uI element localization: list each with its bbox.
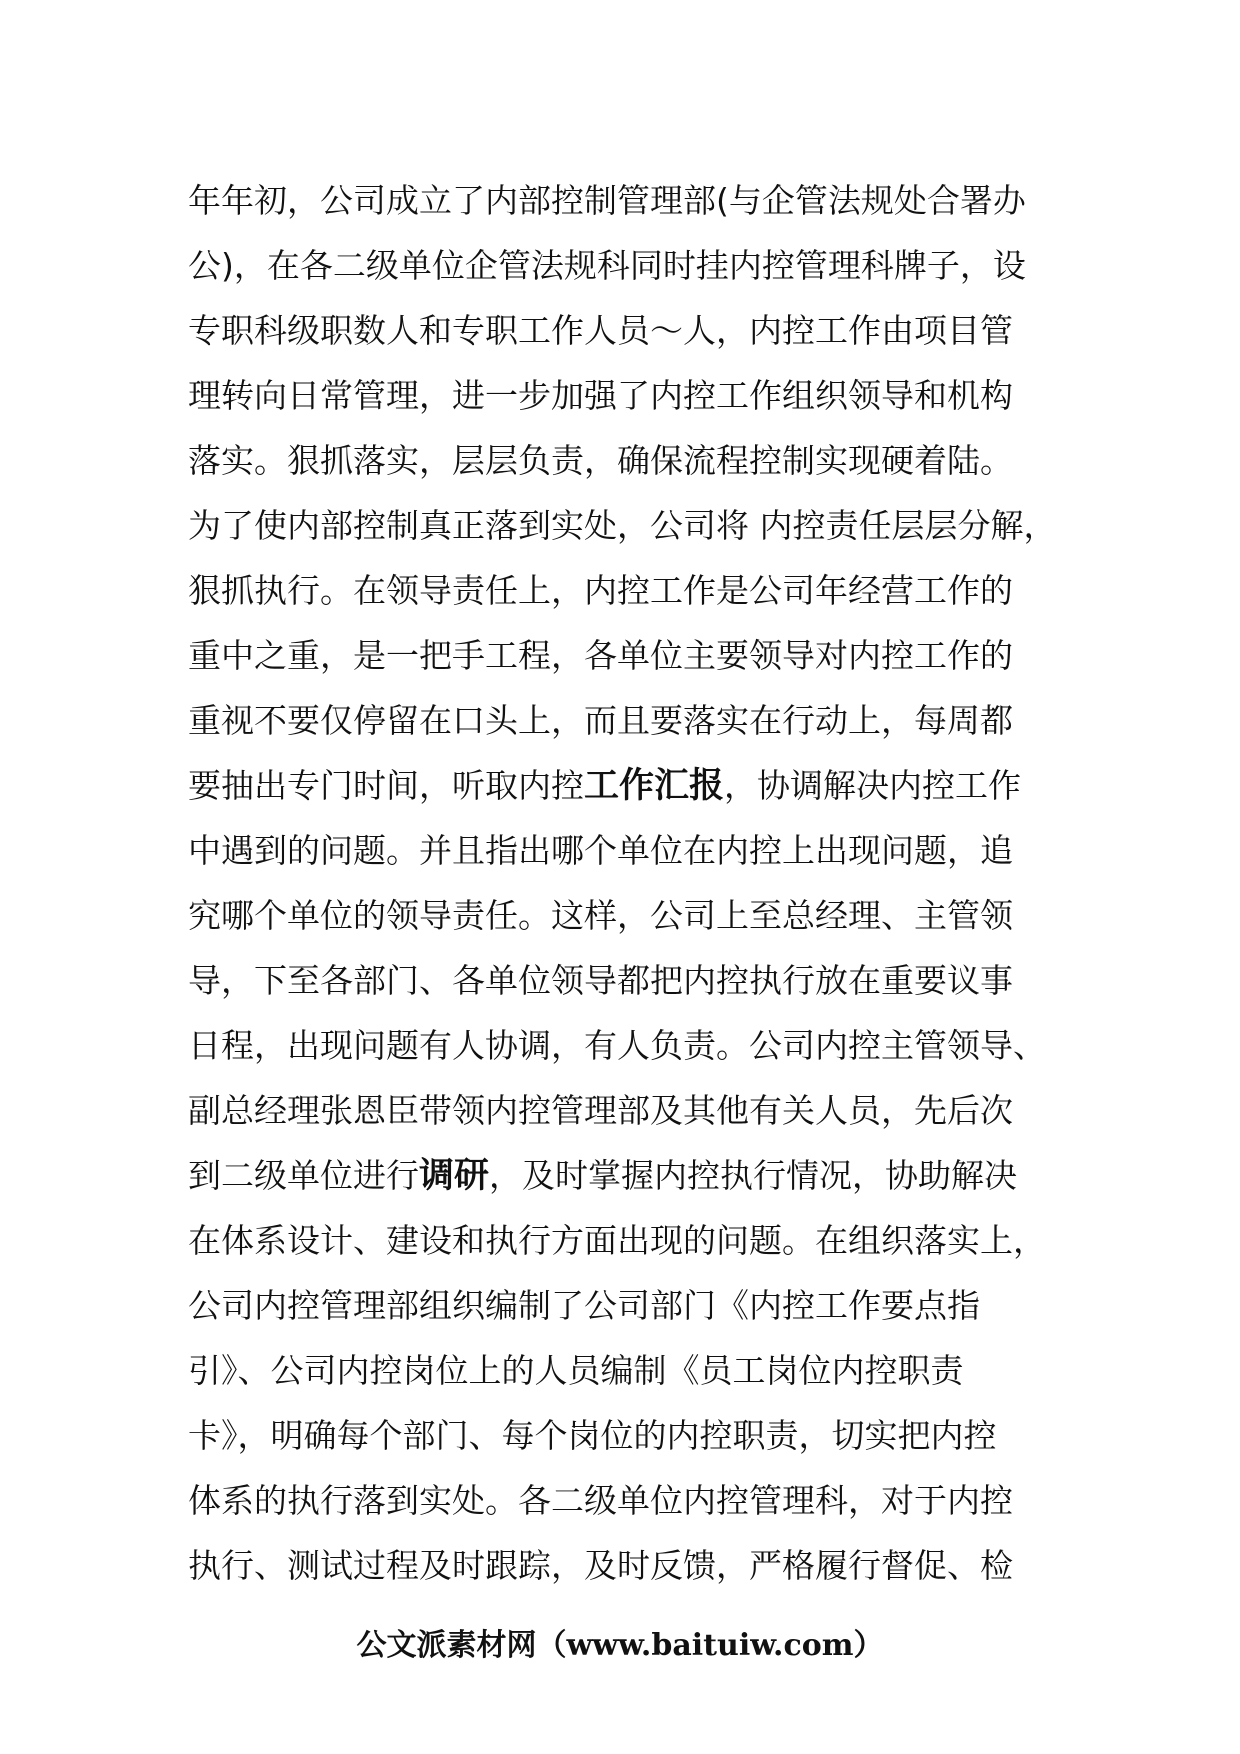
footer-watermark: 公文派素材网（www.baituiw.com） xyxy=(356,1628,884,1663)
text-line xyxy=(188,1273,1088,1338)
text-span: 专职科级职数人和专职工作人员～人，内控工作由项目管 xyxy=(188,311,1013,350)
text-line xyxy=(188,1013,1088,1078)
text-line xyxy=(188,753,1088,818)
text-line xyxy=(188,818,1088,883)
text-line xyxy=(188,233,1088,298)
text-span: 公司内控管理部组织编制了公司部门《内控工作要点指 xyxy=(188,1286,980,1325)
text-span: 体系的执行落到实处。各二级单位内控管理科，对于内控 xyxy=(188,1481,1013,1520)
text-line xyxy=(188,1338,1088,1403)
text-span: 究哪个单位的领导责任。这样，公司上至总经理、主管领 xyxy=(188,896,1013,935)
text-line xyxy=(188,428,1088,493)
text-line xyxy=(188,883,1088,948)
text-span: 日程，出现问题有人协调，有人负责。公司内控主管领导、 xyxy=(188,1026,1046,1065)
text-span: 为了使内部控制真正落到实处，公司将 内控责任层层分解， xyxy=(188,506,1057,545)
text-line xyxy=(188,1208,1088,1273)
emphasized-text: 工作汇报 xyxy=(584,766,725,806)
text-span: 狠抓执行。在领导责任上，内控工作是公司年经营工作的 xyxy=(188,571,1013,610)
text-span: 重中之重，是一把手工程，各单位主要领导对内控工作的 xyxy=(188,636,1013,675)
text-line xyxy=(188,558,1088,623)
text-line xyxy=(188,493,1088,558)
text-span: 副总经理张恩臣带领内控管理部及其他有关人员，先后次 xyxy=(188,1091,1013,1130)
emphasized-text: 调研 xyxy=(419,1156,490,1196)
text-span: ，协调解决内控工作 xyxy=(724,766,1022,805)
text-line xyxy=(188,948,1088,1013)
text-line xyxy=(188,688,1088,753)
body-text xyxy=(188,168,1088,1598)
text-span: 到二级单位进行 xyxy=(188,1156,419,1195)
text-span: 落实。狠抓落实，层层负责，确保流程控制实现硬着陆。 xyxy=(188,441,1013,480)
text-line xyxy=(188,1143,1088,1208)
text-span: 卡》，明确每个部门、每个岗位的内控职责，切实把内控 xyxy=(188,1416,997,1455)
text-span: 公)，在各二级单位企管法规科同时挂内控管理科牌子，设 xyxy=(188,246,1026,285)
text-span: ，及时掌握内控执行情况，协助解决 xyxy=(489,1156,1018,1195)
text-line xyxy=(188,623,1088,688)
text-span: 中遇到的问题。并且指出哪个单位在内控上出现问题，追 xyxy=(188,831,1013,870)
text-span: 理转向日常管理，进一步加强了内控工作组织领导和机构 xyxy=(188,376,1013,415)
text-span: 引》、公司内控岗位上的人员编制《员工岗位内控职责 xyxy=(188,1351,964,1390)
text-line xyxy=(188,1403,1088,1468)
text-line xyxy=(188,168,1088,233)
text-line xyxy=(188,363,1088,428)
text-line xyxy=(188,1533,1088,1598)
text-span: 年年初，公司成立了内部控制管理部(与企管法规处合署办 xyxy=(188,181,1026,220)
text-span: 执行、测试过程及时跟踪，及时反馈，严格履行督促、检 xyxy=(188,1546,1013,1585)
text-line xyxy=(188,1468,1088,1533)
text-span: 重视不要仅停留在口头上，而且要落实在行动上，每周都 xyxy=(188,701,1013,740)
text-line xyxy=(188,298,1088,363)
text-span: 要抽出专门时间，听取内控 xyxy=(188,766,584,805)
text-line xyxy=(188,1078,1088,1143)
text-span: 导，下至各部门、各单位领导都把内控执行放在重要议事 xyxy=(188,961,1013,1000)
text-span: 在体系设计、建设和执行方面出现的问题。在组织落实上， xyxy=(188,1221,1046,1260)
